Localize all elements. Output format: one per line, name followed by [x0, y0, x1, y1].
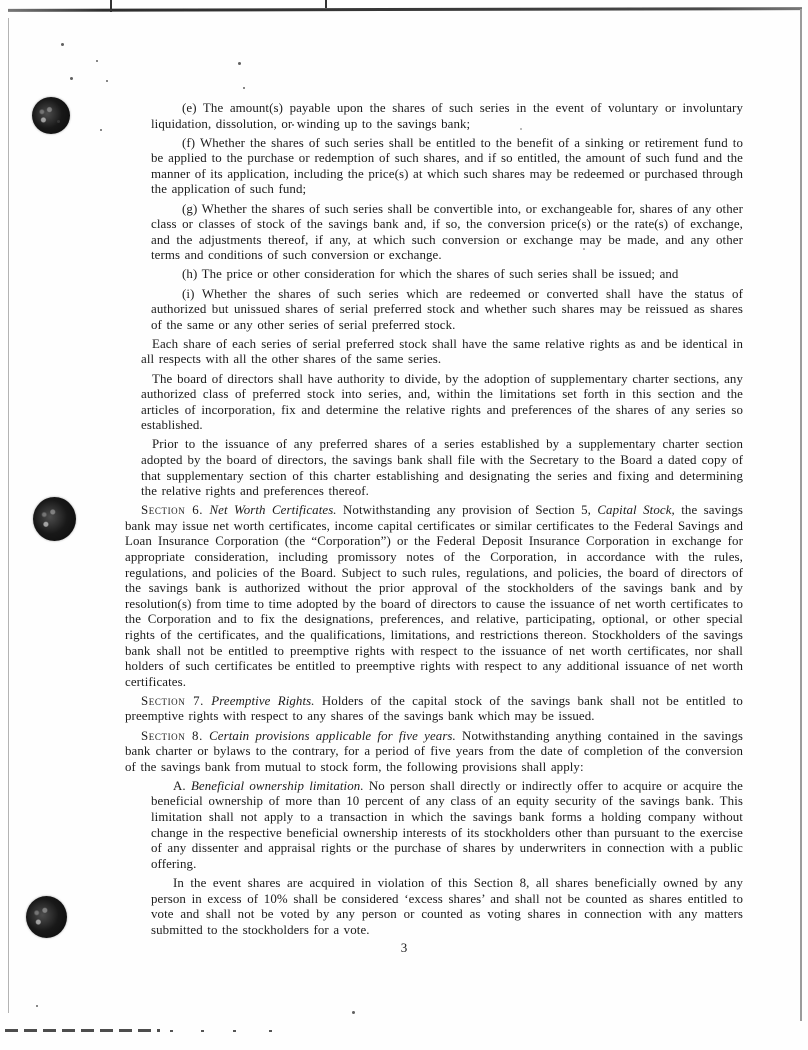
scan-speckle: [61, 43, 64, 46]
scan-speckle: [36, 1005, 38, 1007]
section-label: Section 6.: [141, 503, 204, 518]
scan-mark: [110, 0, 112, 12]
paragraph: [125, 503, 743, 690]
text-segment: Notwithstanding anything contained in the savings bank charter or bylaws to the contrary, for a period of five years from the date of completion of the conversion of the savings bank from mutual to stock form, the following provisions shall apply:: [125, 728, 743, 774]
text-segment: Each share of each series of serial preferred stock shall have the same relative rights as and be identical in all respects with all the other shares of the same series.: [141, 336, 743, 367]
text-segment: (f) Whether the shares of such series shall be entitled to the benefit of a sinking or retirement fund to be applied to the purchase or redemption of such shares, and if so entitled, the amount of such fund and the manner of its application, including the price(s) at which such shares may be redeemed or purchased through the application of such fund;: [151, 135, 743, 197]
text-segment: In the event shares are acquired in violation of this Section 8, all shares beneficially owned by any person in excess of 10% shall be considered ‘excess shares’ and shall not be counted as shares entitled to vote and shall not be voted by any person or counted as voting shares in connection with any matters submitted to the stockholders for a vote.: [151, 875, 743, 937]
text-segment: Prior to the issuance of any preferred shares of a series established by a supplementary charter section adopted by the board of directors, the savings bank shall file with the Secretary to the Board a dated copy of that supplementary section of this charter establishing and designating the series and fixing and determining the relative rights and preferences thereof.: [141, 437, 743, 499]
scan-artifact-dashes: [5, 1029, 160, 1032]
text-segment: (g) Whether the shares of such series shall be convertible into, or exchangeable for, shares of any other class or classes of stock of the savings bank and, if so, the conversion price(s) or the rate(s) of exchange, and the adjustments thereof, if any, at which such conversion or exchange may be made, and any other terms and conditions of such conversion or exchange.: [151, 201, 743, 263]
text-segment: Holders of the capital stock of the savings bank shall not be entitled to preemptive rights with respect to any shares of the savings bank which may be issued.: [125, 693, 743, 724]
paragraph: [141, 437, 743, 499]
text-segment: Notwithstanding any provision of Section 5,: [336, 503, 598, 518]
paragraph: [141, 337, 743, 368]
text-segment: (e) The amount(s) payable upon the shares of such series in the event of voluntary or involuntary liquidation, dissolution, or winding up to the savings bank;: [151, 101, 743, 131]
text-segment: (i) Whether the shares of such series which are redeemed or converted shall have the status of authorized but unissued shares of serial preferred stock and whether such shares may be reissued as shares of the same or any other series of serial preferred stock.: [151, 286, 743, 332]
scan-speckle: [57, 120, 60, 123]
page-border-right: [800, 9, 802, 1021]
text-segment: Net Worth Certificates.: [203, 503, 337, 518]
text-segment: Preemptive Rights.: [204, 693, 315, 708]
document-text: [125, 101, 743, 942]
scan-speckle: [238, 62, 241, 65]
text-segment: A.: [173, 778, 191, 793]
scan-speckle: [100, 129, 102, 131]
paragraph: [125, 694, 743, 725]
scan-speckle: [243, 87, 245, 89]
text-segment: Certain provisions applicable for five years.: [202, 728, 456, 743]
text-segment: No person shall directly or indirectly offer to acquire or acquire the beneficial ownership of more than 10 percent of any class of an equity security of the savings bank. This limitation shall not apply to a transaction in which the savings bank forms a holding company without change in the respective beneficial ownership interests of its stockholders other than pursuant to the exercise of any dissenter and appraisal rights or the purchase of shares by underwriters in connection with a public offering.: [151, 778, 744, 871]
page-border-top: [8, 7, 802, 12]
text-segment: (h) The price or other consideration for which the shares of such series shall be issued; and: [182, 267, 679, 282]
paragraph: [125, 729, 743, 776]
paragraph: [151, 876, 743, 938]
section-label: Section 8.: [141, 728, 203, 743]
scan-speckle: [106, 80, 108, 82]
paragraph: [151, 779, 743, 873]
scan-speckle: [70, 77, 73, 80]
scan-speckle: [352, 1011, 355, 1014]
paragraph: [151, 101, 743, 132]
text-segment: The board of directors shall have authority to divide, by the adoption of supplementary charter sections, any authorized class of preferred stock into series, and, within the limitations set forth in this section and the articles of incorporation, fix and determine the relative rights and preferences of the shares of any series so established.: [141, 371, 743, 433]
paragraph: [151, 287, 743, 334]
paragraph: [151, 136, 743, 198]
text-segment: Beneficial ownership limitation.: [190, 778, 364, 793]
paragraph: [141, 372, 743, 434]
scan-speckle: [96, 60, 98, 62]
scan-speckle: [201, 1030, 204, 1032]
text-segment: the savings bank may issue net worth certificates, income capital certificates or similar certificates to the Federal Savings and Loan Insurance Corporation (the “Corporation”) or the Federal Deposit Insurance Corporation in exchange for appropriate consideration, including promissory notes of the Corporation, in accordance with the rules, regulations, and policies of the Board. Subject to such rules, regulations, and policies, the board of directors of the savings bank is authorized without the prior approval of the stockholders of the savings bank and by resolution(s) from time to time adopted by the board of directors to cause the issuance of net worth certificates to the Corporation and to fix the designations, preferences, and relative, participating, optional, or other special rights of the certificates, and the qualifications, limitations, and restrictions thereon. Stockholders of the savings bank shall not be entitled to preemptive rights with respect to the issuance of net worth certificates, nor shall holders of such certificates be entitled to preemptive rights with respect to any additional issuance of net worth certificates.: [125, 503, 744, 689]
text-segment: Capital Stock,: [597, 503, 675, 518]
paragraph: [151, 267, 743, 283]
scan-speckle: [233, 1030, 236, 1032]
hole-punch-mark: [33, 497, 76, 541]
hole-punch-mark: [32, 97, 70, 134]
scan-speckle: [170, 1030, 173, 1032]
scan-mark: [325, 0, 327, 8]
section-label: Section 7.: [141, 693, 204, 708]
page-number: 3: [400, 940, 408, 955]
hole-punch-mark: [26, 896, 67, 938]
scan-speckle: [269, 1030, 272, 1032]
page-border-left: [8, 18, 9, 1013]
paragraph: [151, 202, 743, 264]
